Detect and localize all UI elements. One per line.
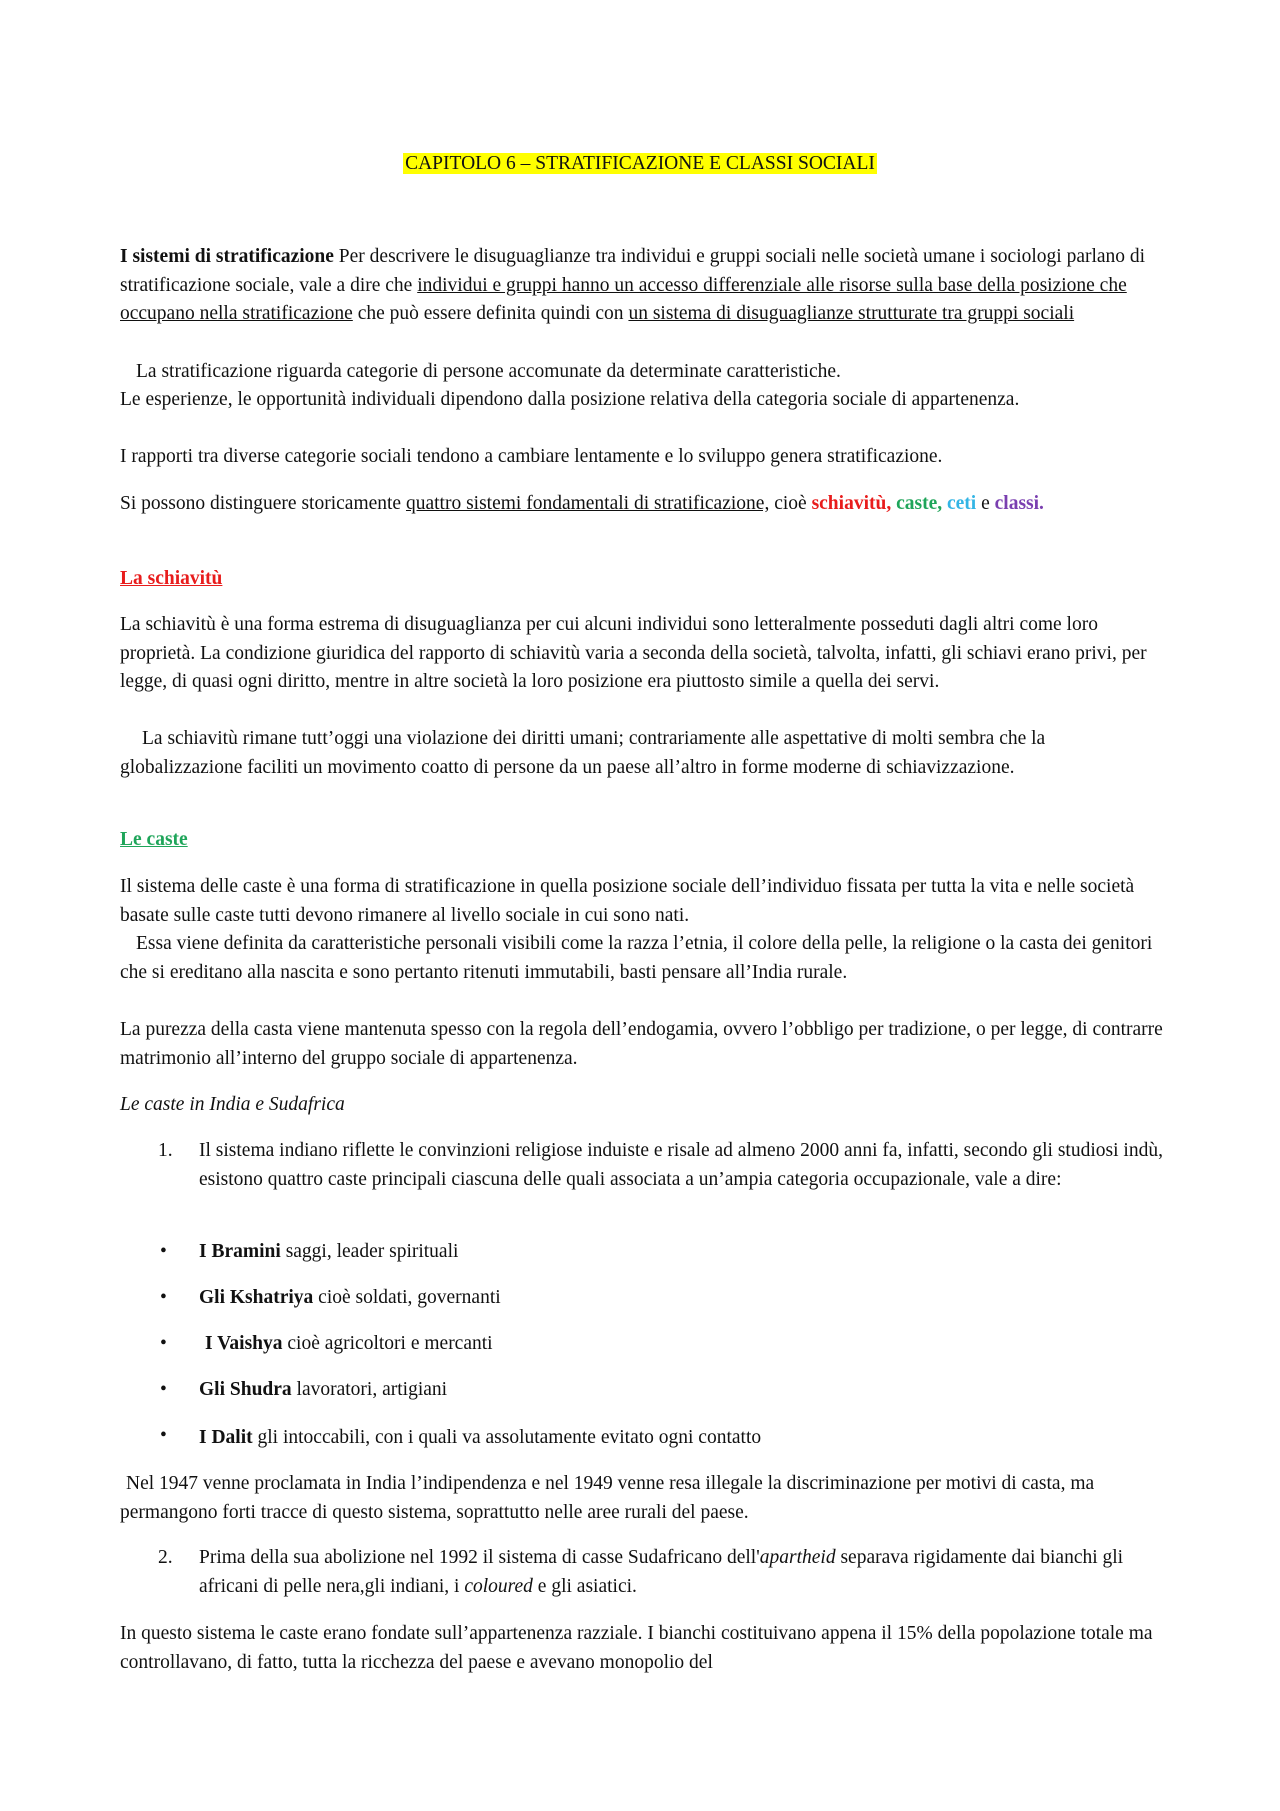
- list-number-2: 2.: [158, 1547, 173, 1568]
- term-classi: classi.: [994, 493, 1044, 514]
- intro-lead: I sistemi di stratificazione: [120, 246, 334, 267]
- caste-item-bramini: I Bramini saggi, leader spirituali: [199, 1241, 459, 1262]
- subheading-india-sudafrica: Le caste in India e Sudafrica: [120, 1094, 345, 1115]
- section-heading-schiavitu: La schiavitù: [120, 568, 223, 589]
- page-title: [0, 150, 1280, 178]
- caste-item-vaishya: I Vaishya cioè agricoltori e mercanti: [205, 1333, 493, 1354]
- bullet-marker: •: [160, 1287, 167, 1308]
- intro-paragraph-2: La stratificazione riguarda categorie di persone accomunate da determinate caratteristiche.: [136, 361, 841, 382]
- underlined-definition-2: un sistema di disuguaglianze strutturate tra gruppi sociali: [628, 303, 1075, 324]
- caste-item-kshatriya: Gli Kshatriya cioè soldati, governanti: [199, 1287, 501, 1308]
- bullet-marker: •: [160, 1425, 167, 1446]
- india-after-paragraph: Nel 1947 venne proclamata in India l’indipendenza e nel 1949 venne resa illegale la discriminazione per motivi di casta, ma permangono forti tracce di questo sistema, soprattutto nelle aree rurali del paese.: [120, 1473, 1095, 1523]
- caste-item-shudra: Gli Shudra lavoratori, artigiani: [199, 1379, 448, 1400]
- list-item-2: Prima della sua abolizione nel 1992 il sistema di casse Sudafricano dell'apartheid separava rigidamente dai bianchi gli africani di pelle nera,gli indiani, i coloured e gli asiatici.: [199, 1547, 1124, 1597]
- bullet-marker: •: [160, 1379, 167, 1400]
- final-paragraph: In questo sistema le caste erano fondate sull’appartenenza razziale. I bianchi costituivano appena il 15% della popolazione totale ma controllavano, di fatto, tutta la ricchezza del paese e avevano monopolio del: [120, 1623, 1153, 1673]
- list-number-1: 1.: [158, 1140, 173, 1161]
- list-item-1: Il sistema indiano riflette le convinzioni religiose induiste e risale ad almeno 2000 anni fa, infatti, secondo gli studiosi indù, esistono quattro caste principali ciascuna delle quali associata a un’ampia categoria occupazionale, vale a dire:: [199, 1140, 1163, 1190]
- underlined-definition: individui e gruppi hanno un accesso differenziale alle risorse sulla base della posizione che occupano nella stratificazione: [120, 274, 1127, 324]
- intro-paragraph-4: I rapporti tra diverse categorie sociali tendono a cambiare lentamente e lo sviluppo genera stratificazione.: [120, 446, 943, 467]
- caste-paragraph-1: Il sistema delle caste è una forma di stratificazione in quella posizione sociale dell’individuo fissata per tutta la vita e nelle società basate sulle caste tutti devono rimanere al livello sociale in cui sono nati.: [120, 876, 1135, 926]
- systems-paragraph: Si possono distinguere storicamente quattro sistemi fondamentali di stratificazione, cioè schiavitù, caste, ceti e classi.: [120, 493, 1044, 514]
- term-schiavitu: schiavitù,: [811, 493, 892, 514]
- bullet-marker: •: [160, 1333, 167, 1354]
- intro-paragraph: I sistemi di stratificazione Per descrivere le disuguaglianze tra individui e gruppi sociali nelle società umane i sociologi parlano di stratificazione sociale, vale a dire che individui e gruppi hanno un accesso differenziale alle risorse sulla base della posizione che occupano nella stratificazione che può essere definita quindi con un sistema di disuguaglianze strutturate tra gruppi sociali: [120, 246, 1146, 324]
- caste-paragraph-3: La purezza della casta viene mantenuta spesso con la regola dell’endogamia, ovvero l’obbligo per tradizione, o per legge, di contrarre matrimonio all’interno del gruppo sociale di appartenenza.: [120, 1019, 1163, 1069]
- schiavitu-paragraph-2: La schiavitù rimane tutt’oggi una violazione dei diritti umani; contrariamente alle aspettative di molti sembra che la globalizzazione faciliti un movimento coatto di persone da un paese all’altro in forme moderne di schiavizzazione.: [120, 728, 1046, 778]
- intro-paragraph-3: Le esperienze, le opportunità individuali dipendono dalla posizione relativa della categoria sociale di appartenenza.: [120, 389, 1020, 410]
- underlined-systems: quattro sistemi fondamentali di stratificazione,: [405, 493, 770, 514]
- caste-item-dalit: I Dalit gli intoccabili, con i quali va assolutamente evitato ogni contatto: [199, 1427, 762, 1448]
- highlighted-title: CAPITOLO 6 – STRATIFICAZIONE E CLASSI SOCIALI: [405, 153, 875, 174]
- term-caste: caste,: [896, 493, 943, 514]
- caste-paragraph-2: Essa viene definita da caratteristiche personali visibili come la razza l’etnia, il colore della pelle, la religione o la casta dei genitori che si ereditano alla nascita e sono pertanto ritenuti immutabili, basti pensare all’India rurale.: [120, 933, 1153, 983]
- term-ceti: ceti: [946, 493, 977, 514]
- bullet-marker: •: [160, 1241, 167, 1262]
- schiavitu-paragraph-1: La schiavitù è una forma estrema di disuguaglianza per cui alcuni individui sono letteralmente posseduti dagli altri come loro proprietà. La condizione giuridica del rapporto di schiavitù varia a seconda della società, talvolta, infatti, gli schiavi erano privi, per legge, di quasi ogni diritto, mentre in altre società la loro posizione era piuttosto simile a quella dei servi.: [120, 614, 1147, 692]
- section-heading-caste: Le caste: [120, 829, 188, 850]
